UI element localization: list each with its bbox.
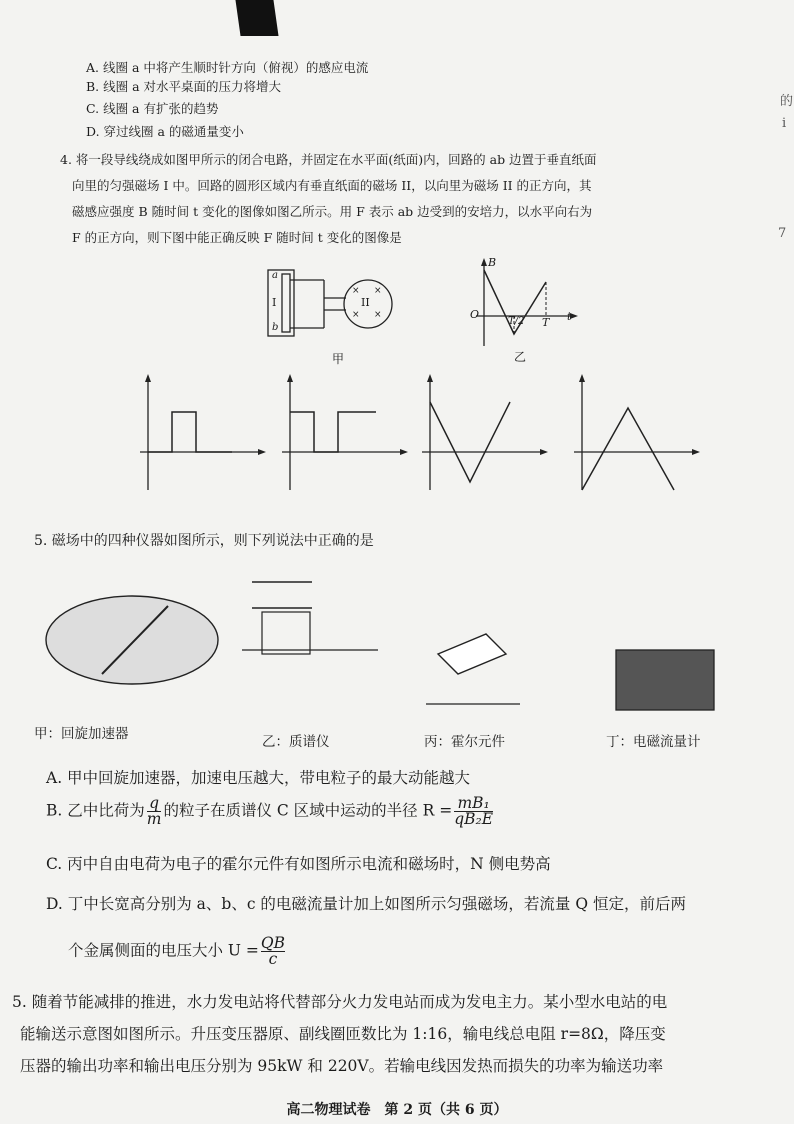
figure-yi bbox=[462, 256, 582, 364]
q5-option-d-line-1: D. 丁中长宽高分别为 a、b、c 的电磁流量计加上如图所示匀强磁场，若流量 Q 恒定，前后两 bbox=[46, 895, 686, 913]
jia-label-ii: II bbox=[361, 296, 370, 309]
instrument-cyclotron bbox=[32, 562, 232, 702]
graph-a bbox=[122, 372, 272, 492]
caption-hall: 丙：霍尔元件 bbox=[424, 734, 505, 750]
x-mark: × bbox=[374, 310, 382, 320]
fraction-numerator: mB₁ bbox=[457, 794, 490, 812]
voltage-fraction bbox=[261, 936, 285, 967]
x-mark: × bbox=[352, 286, 360, 296]
yi-origin: O bbox=[470, 308, 480, 321]
yi-axis-t: t bbox=[567, 310, 572, 323]
fraction-denominator: c bbox=[261, 951, 285, 967]
x-mark: × bbox=[374, 286, 382, 296]
x-mark: × bbox=[352, 310, 360, 320]
q6-line-1: 5. 随着节能减排的推进，水力发电站将代替部分火力发电站而成为发电主力。某小型水电站的电 bbox=[12, 993, 668, 1011]
q5-option-c: C. 丙中自由电荷为电子的霍尔元件有如图所示电流和磁场时，N 侧电势高 bbox=[46, 855, 551, 873]
q5-option-d-line-2 bbox=[68, 936, 287, 967]
q4-line-2: 向里的匀强磁场 I 中。回路的圆形区域内有垂直纸面的磁场 II，以向里为磁场 II 的正方向，其 bbox=[72, 178, 592, 193]
fraction-numerator: QB bbox=[260, 934, 286, 952]
q4-line-3: 磁感应强度 B 随时间 t 变化的图像如图乙所示。用 F 表示 ab 边受到的安培力，以水平向右为 bbox=[72, 204, 593, 219]
q5-option-b-mid: 的粒子在质谱仪 C 区域中运动的半径 R = bbox=[163, 801, 453, 820]
yi-period: T bbox=[542, 316, 550, 329]
fraction-numerator: q bbox=[149, 794, 160, 812]
jia-label-i: I bbox=[272, 296, 277, 309]
prev-option-c: C. 线圈 a 有扩张的趋势 bbox=[86, 101, 219, 116]
prev-option-b: B. 线圈 a 对水平桌面的压力将增大 bbox=[86, 79, 282, 94]
jia-caption: 甲 bbox=[332, 352, 345, 366]
yi-caption: 乙 bbox=[514, 350, 527, 364]
edge-mark: 7 bbox=[778, 226, 787, 241]
caption-cyclotron: 甲：回旋加速器 bbox=[34, 726, 129, 742]
graph-c bbox=[420, 372, 570, 492]
q5-option-a: A. 甲中回旋加速器，加速电压越大，带电粒子的最大动能越大 bbox=[46, 769, 471, 787]
instrument-hall bbox=[420, 606, 526, 716]
q5-stem: 5. 磁场中的四种仪器如图所示，则下列说法中正确的是 bbox=[34, 533, 374, 549]
q6-line-2: 能输送示意图如图所示。升压变压器原、副线圈匝数比为 1:16，输电线总电阻 r=8Ω，降压变 bbox=[20, 1025, 666, 1043]
radius-fraction bbox=[454, 796, 493, 827]
q4-line-4: F 的正方向，则下图中能正确反映 F 随时间 t 变化的图像是 bbox=[72, 230, 402, 245]
figure-jia bbox=[262, 266, 412, 366]
yi-axis-b: B bbox=[488, 256, 497, 269]
prev-option-d: D. 穿过线圈 a 的磁通量变小 bbox=[86, 124, 244, 139]
edge-mark: i bbox=[782, 116, 787, 131]
q5-option-b-pre: B. 乙中比荷为 bbox=[46, 801, 145, 820]
q5-option-b bbox=[46, 796, 495, 827]
ink-blot bbox=[235, 0, 278, 36]
q5-option-d-pre: 个金属侧面的电压大小 U = bbox=[68, 941, 259, 960]
edge-mark: 的 bbox=[780, 94, 794, 109]
jia-label-b: b bbox=[272, 322, 279, 333]
instrument-mass-spec bbox=[242, 564, 378, 714]
graph-b bbox=[280, 372, 430, 492]
fraction-denominator: qB₂E bbox=[454, 810, 494, 828]
instrument-flowmeter bbox=[596, 598, 756, 728]
caption-mass-spec: 乙：质谱仪 bbox=[262, 734, 330, 750]
prev-option-a: A. 线圈 a 中将产生顺时针方向（俯视）的感应电流 bbox=[86, 60, 369, 75]
yi-half-period: T/2 bbox=[508, 316, 525, 327]
caption-flowmeter: 丁：电磁流量计 bbox=[606, 734, 701, 750]
q6-line-3: 压器的输出功率和输出电压分别为 95kW 和 220V。若输电线因发热而损失的功率为输送功率 bbox=[20, 1057, 664, 1075]
fraction-denominator: m bbox=[146, 810, 162, 828]
q4-line-1: 4. 将一段导线绕成如图甲所示的闭合电路，并固定在水平面(纸面)内，回路的 ab 边置于垂直纸面 bbox=[60, 152, 597, 167]
page-footer: 高二物理试卷 第 2 页（共 6 页） bbox=[286, 1102, 508, 1118]
ratio-fraction bbox=[147, 796, 162, 827]
jia-label-a: a bbox=[272, 270, 278, 281]
graph-d bbox=[566, 372, 716, 492]
